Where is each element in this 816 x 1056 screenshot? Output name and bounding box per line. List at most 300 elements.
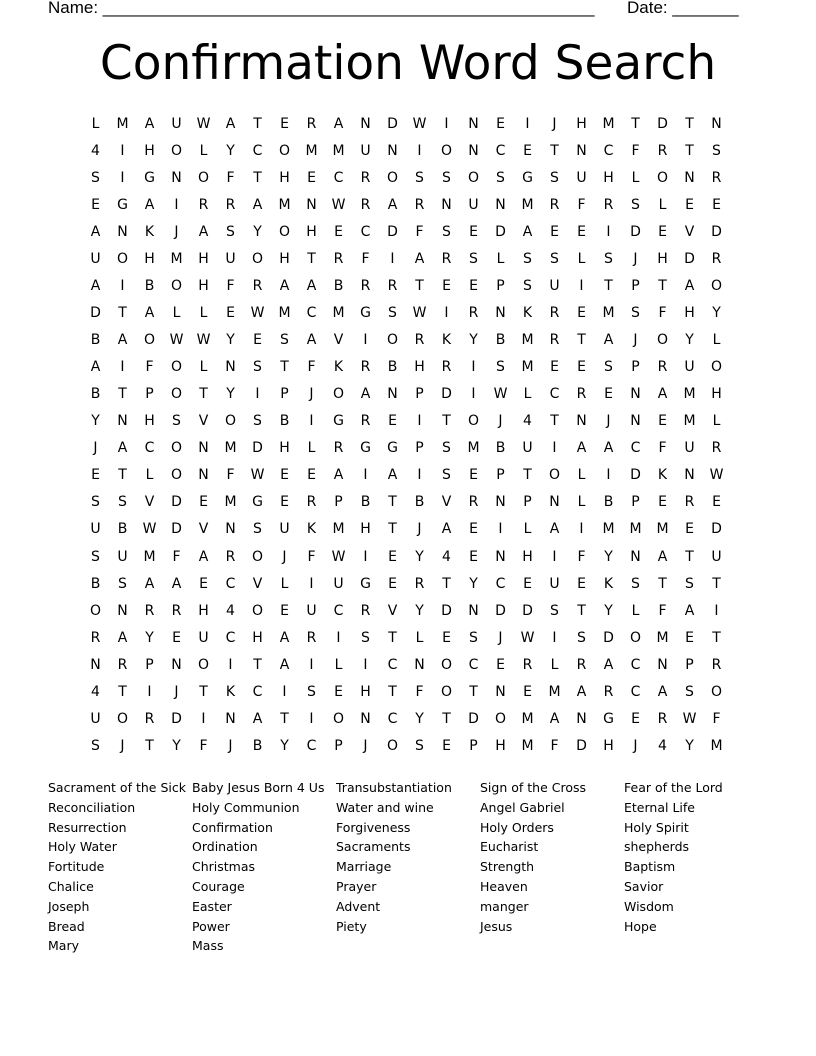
grid-letter: A bbox=[333, 467, 344, 484]
word-item: Confirmation bbox=[192, 819, 273, 835]
grid-letter: A bbox=[387, 197, 398, 214]
grid-letter: E bbox=[334, 224, 343, 241]
grid-letter: B bbox=[90, 332, 101, 349]
grid-letter: E bbox=[280, 116, 289, 132]
grid-letter: 4 bbox=[523, 413, 532, 430]
grid-letter: B bbox=[360, 494, 371, 511]
grid-row bbox=[82, 408, 732, 435]
grid-letter: P bbox=[469, 737, 478, 754]
grid-letter: E bbox=[604, 386, 613, 403]
grid-letter: U bbox=[279, 521, 290, 538]
grid-letter: T bbox=[712, 629, 721, 646]
grid-letter: N bbox=[198, 467, 209, 484]
word-column bbox=[48, 778, 192, 956]
grid-letter: S bbox=[91, 737, 100, 754]
grid-letter: R bbox=[225, 548, 236, 565]
grid-letter: D bbox=[495, 602, 506, 619]
word-item: Mary bbox=[48, 938, 79, 954]
grid-letter: L bbox=[199, 305, 208, 322]
grid-letter: S bbox=[388, 305, 397, 322]
grid-letter: S bbox=[631, 197, 640, 214]
grid-letter: C bbox=[387, 656, 398, 673]
grid-letter: B bbox=[90, 386, 101, 403]
grid-letter: S bbox=[712, 143, 721, 160]
grid-letter: M bbox=[521, 197, 534, 214]
grid-letter: L bbox=[577, 494, 586, 511]
grid-letter: R bbox=[711, 440, 722, 457]
grid-letter: E bbox=[253, 332, 262, 349]
grid-letter: Y bbox=[172, 737, 181, 754]
grid-letter: E bbox=[712, 197, 721, 214]
grid-letter: O bbox=[170, 143, 183, 160]
grid-letter: I bbox=[228, 656, 233, 673]
grid-letter: N bbox=[549, 494, 560, 511]
grid-letter: N bbox=[387, 143, 398, 160]
grid-letter: A bbox=[549, 521, 560, 538]
grid-letter: J bbox=[228, 737, 233, 754]
grid-letter: S bbox=[685, 575, 694, 592]
grid-letter: A bbox=[684, 278, 695, 295]
grid-letter: J bbox=[498, 413, 503, 430]
grid-letter: O bbox=[386, 170, 399, 187]
grid-letter: J bbox=[606, 413, 611, 430]
grid-letter: G bbox=[603, 710, 614, 727]
grid-letter: J bbox=[633, 251, 638, 268]
grid-letter: C bbox=[468, 656, 479, 673]
grid-letter: R bbox=[360, 278, 371, 295]
word-item: Marriage bbox=[336, 859, 392, 875]
grid-letter: C bbox=[333, 170, 344, 187]
grid-letter: K bbox=[306, 521, 317, 538]
word-item: Angel Gabriel bbox=[480, 799, 565, 815]
word-item: Reconciliation bbox=[48, 799, 136, 815]
grid-letter: O bbox=[467, 413, 480, 430]
grid-letter: E bbox=[442, 278, 451, 295]
grid-letter: V bbox=[387, 602, 398, 619]
grid-letter: E bbox=[550, 224, 559, 241]
grid-letter: W bbox=[682, 710, 697, 727]
grid-letter: Y bbox=[604, 548, 613, 565]
grid-letter: A bbox=[576, 683, 587, 700]
grid-letter: 4 bbox=[658, 737, 667, 754]
grid-letter: B bbox=[387, 359, 398, 376]
word-item: Power bbox=[192, 918, 230, 934]
grid-letter: E bbox=[469, 467, 478, 484]
grid-letter: M bbox=[278, 305, 291, 322]
grid-letter: T bbox=[523, 467, 532, 484]
grid-letter: T bbox=[118, 305, 127, 322]
grid-letter: M bbox=[116, 116, 129, 132]
grid-row bbox=[82, 327, 732, 354]
grid-letter: A bbox=[360, 386, 371, 403]
grid-letter: N bbox=[117, 224, 128, 241]
grid-letter: B bbox=[144, 278, 155, 295]
grid-letter: T bbox=[388, 494, 397, 511]
header-line bbox=[48, 0, 748, 20]
grid-letter: E bbox=[658, 224, 667, 241]
grid-letter: J bbox=[309, 386, 314, 403]
grid-letter: I bbox=[714, 602, 719, 619]
grid-letter: T bbox=[388, 683, 397, 700]
grid-letter: R bbox=[90, 629, 101, 646]
grid-letter: P bbox=[280, 386, 289, 403]
word-item: Joseph bbox=[48, 898, 90, 914]
grid-letter: A bbox=[414, 251, 425, 268]
word-item: Courage bbox=[192, 878, 245, 894]
grid-letter: T bbox=[685, 143, 694, 160]
grid-letter: S bbox=[253, 521, 262, 538]
grid-letter: L bbox=[307, 440, 316, 457]
grid-letter: F bbox=[145, 359, 154, 376]
word-item: Ordination bbox=[192, 839, 258, 855]
grid-letter: T bbox=[118, 467, 127, 484]
grid-letter: O bbox=[494, 710, 507, 727]
grid-letter: T bbox=[577, 602, 586, 619]
grid-letter: S bbox=[280, 332, 289, 349]
grid-letter: C bbox=[495, 575, 506, 592]
grid-letter: R bbox=[684, 494, 695, 511]
grid-letter: T bbox=[442, 710, 451, 727]
grid-letter: R bbox=[549, 197, 560, 214]
grid-letter: B bbox=[90, 575, 101, 592]
grid-letter: E bbox=[172, 629, 181, 646]
grid-row bbox=[82, 571, 732, 598]
grid-letter: O bbox=[89, 602, 102, 619]
grid-letter: N bbox=[684, 467, 695, 484]
grid-letter: H bbox=[198, 602, 209, 619]
grid-letter: U bbox=[549, 278, 560, 295]
grid-letter: S bbox=[118, 494, 127, 511]
grid-letter: Y bbox=[415, 602, 424, 619]
grid-letter: Y bbox=[685, 332, 694, 349]
grid-letter: N bbox=[576, 710, 587, 727]
grid-letter: V bbox=[198, 413, 209, 430]
grid-row bbox=[82, 165, 732, 192]
grid-letter: C bbox=[549, 386, 560, 403]
grid-letter: N bbox=[387, 386, 398, 403]
grid-letter: D bbox=[171, 494, 182, 511]
grid-letter: R bbox=[414, 197, 425, 214]
grid-letter: R bbox=[360, 602, 371, 619]
grid-letter: U bbox=[90, 710, 101, 727]
grid-letter: E bbox=[685, 521, 694, 538]
grid-letter: M bbox=[332, 143, 345, 160]
grid-letter: Y bbox=[145, 629, 154, 646]
grid-letter: C bbox=[495, 143, 506, 160]
grid-letter: G bbox=[252, 494, 263, 511]
grid-letter: A bbox=[576, 440, 587, 457]
grid-letter: S bbox=[604, 359, 613, 376]
grid-letter: T bbox=[577, 332, 586, 349]
grid-letter: W bbox=[196, 332, 211, 349]
date-field-label: Date: _______ bbox=[627, 0, 739, 17]
grid-letter: P bbox=[145, 656, 154, 673]
grid-letter: O bbox=[116, 710, 129, 727]
grid-letter: F bbox=[307, 359, 316, 376]
grid-letter: E bbox=[469, 224, 478, 241]
grid-letter: U bbox=[360, 143, 371, 160]
grid-letter: E bbox=[577, 575, 586, 592]
grid-letter: N bbox=[306, 197, 317, 214]
grid-letter: F bbox=[550, 737, 559, 754]
grid-letter: M bbox=[683, 413, 696, 430]
grid-letter: I bbox=[579, 278, 584, 295]
grid-letter: S bbox=[496, 170, 505, 187]
grid-letter: K bbox=[333, 359, 344, 376]
grid-letter: T bbox=[145, 737, 154, 754]
grid-letter: R bbox=[306, 116, 317, 132]
grid-letter: R bbox=[576, 656, 587, 673]
grid-letter: E bbox=[469, 521, 478, 538]
grid-letter: S bbox=[91, 494, 100, 511]
grid-letter: A bbox=[117, 332, 128, 349]
word-item: shepherds bbox=[624, 839, 690, 855]
grid-letter: S bbox=[91, 170, 100, 187]
grid-letter: O bbox=[629, 629, 642, 646]
grid-letter: R bbox=[414, 332, 425, 349]
grid-letter: I bbox=[282, 683, 287, 700]
grid-letter: G bbox=[144, 170, 155, 187]
grid-letter: H bbox=[603, 170, 614, 187]
grid-letter: A bbox=[90, 359, 101, 376]
grid-letter: Y bbox=[280, 737, 289, 754]
grid-letter: I bbox=[363, 656, 368, 673]
grid-letter: G bbox=[333, 413, 344, 430]
grid-letter: P bbox=[685, 656, 694, 673]
grid-letter: E bbox=[631, 710, 640, 727]
grid-letter: Y bbox=[415, 548, 424, 565]
word-item: Jesus bbox=[480, 918, 513, 934]
grid-letter: M bbox=[278, 197, 291, 214]
grid-letter: N bbox=[171, 656, 182, 673]
grid-letter: A bbox=[90, 278, 101, 295]
word-item: Prayer bbox=[336, 878, 377, 894]
grid-letter: S bbox=[442, 170, 451, 187]
grid-letter: E bbox=[577, 305, 586, 322]
grid-letter: M bbox=[602, 305, 615, 322]
grid-letter: O bbox=[710, 278, 723, 295]
grid-letter: D bbox=[90, 305, 101, 322]
grid-letter: M bbox=[656, 629, 669, 646]
grid-letter: M bbox=[305, 143, 318, 160]
grid-letter: T bbox=[550, 143, 559, 160]
grid-letter: O bbox=[251, 251, 264, 268]
grid-letter: S bbox=[172, 413, 181, 430]
grid-letter: O bbox=[224, 413, 237, 430]
grid-letter: S bbox=[442, 224, 451, 241]
grid-row bbox=[82, 516, 732, 543]
grid-letter: W bbox=[169, 332, 184, 349]
grid-letter: D bbox=[711, 224, 722, 241]
grid-letter: L bbox=[523, 386, 532, 403]
grid-letter: A bbox=[144, 305, 155, 322]
grid-letter: R bbox=[360, 170, 371, 187]
grid-letter: D bbox=[441, 386, 452, 403]
grid-letter: A bbox=[252, 197, 263, 214]
grid-letter: E bbox=[685, 629, 694, 646]
grid-letter: B bbox=[495, 332, 506, 349]
grid-letter: D bbox=[387, 116, 398, 132]
grid-letter: N bbox=[495, 305, 506, 322]
word-item: Holy Water bbox=[48, 839, 117, 855]
grid-letter: U bbox=[684, 359, 695, 376]
grid-letter: Y bbox=[91, 413, 100, 430]
grid-letter: O bbox=[332, 386, 345, 403]
page-title: Confirmation Word Search bbox=[99, 36, 717, 91]
grid-letter: H bbox=[603, 737, 614, 754]
grid-letter: N bbox=[630, 413, 641, 430]
grid-letter: O bbox=[170, 467, 183, 484]
grid-letter: U bbox=[306, 602, 317, 619]
grid-letter: L bbox=[91, 116, 100, 132]
grid-letter: V bbox=[198, 521, 209, 538]
grid-letter: T bbox=[307, 251, 316, 268]
grid-letter: A bbox=[387, 467, 398, 484]
grid-letter: A bbox=[198, 548, 209, 565]
grid-letter: J bbox=[498, 629, 503, 646]
grid-letter: I bbox=[552, 440, 557, 457]
grid-letter: J bbox=[633, 737, 638, 754]
grid-letter: E bbox=[388, 575, 397, 592]
grid-letter: T bbox=[658, 278, 667, 295]
word-item: Sacraments bbox=[336, 839, 411, 855]
grid-letter: M bbox=[224, 440, 237, 457]
grid-letter: J bbox=[552, 116, 557, 132]
grid-letter: A bbox=[279, 629, 290, 646]
grid-letter: E bbox=[388, 413, 397, 430]
grid-letter: I bbox=[606, 224, 611, 241]
grid-letter: I bbox=[363, 332, 368, 349]
grid-letter: N bbox=[576, 413, 587, 430]
grid-letter: N bbox=[171, 170, 182, 187]
grid-letter: F bbox=[577, 197, 586, 214]
word-item: Water and wine bbox=[336, 799, 434, 815]
grid-letter: N bbox=[468, 116, 479, 132]
grid-letter: R bbox=[225, 197, 236, 214]
grid-letter: C bbox=[225, 575, 236, 592]
grid-letter: R bbox=[144, 602, 155, 619]
grid-letter: W bbox=[142, 521, 157, 538]
grid-letter: R bbox=[441, 251, 452, 268]
word-item: Mass bbox=[192, 938, 224, 954]
grid-letter: S bbox=[550, 170, 559, 187]
grid-letter: K bbox=[657, 467, 668, 484]
grid-letter: A bbox=[171, 575, 182, 592]
grid-letter: O bbox=[170, 440, 183, 457]
grid-letter: M bbox=[521, 710, 534, 727]
word-item: Holy Spirit bbox=[624, 819, 689, 835]
grid-letter: U bbox=[333, 575, 344, 592]
word-item: Eucharist bbox=[480, 839, 539, 855]
grid-letter: H bbox=[306, 224, 317, 241]
grid-letter: I bbox=[525, 116, 530, 132]
grid-letter: T bbox=[712, 575, 721, 592]
grid-letter: N bbox=[360, 116, 371, 132]
grid-letter: G bbox=[360, 440, 371, 457]
grid-letter: T bbox=[550, 413, 559, 430]
grid-letter: R bbox=[144, 710, 155, 727]
grid-letter: O bbox=[170, 386, 183, 403]
grid-letter: F bbox=[361, 251, 370, 268]
grid-letter: T bbox=[415, 278, 424, 295]
grid-letter: L bbox=[496, 251, 505, 268]
grid-letter: O bbox=[386, 737, 399, 754]
grid-letter: N bbox=[468, 143, 479, 160]
word-item: manger bbox=[480, 898, 529, 914]
grid-letter: L bbox=[577, 251, 586, 268]
grid-letter: L bbox=[523, 521, 532, 538]
grid-letter: V bbox=[441, 494, 452, 511]
grid-letter: N bbox=[657, 656, 668, 673]
grid-letter: I bbox=[309, 710, 314, 727]
word-item: Chalice bbox=[48, 878, 94, 894]
grid-letter: P bbox=[415, 440, 424, 457]
grid-row bbox=[82, 652, 732, 679]
grid-letter: I bbox=[255, 386, 260, 403]
grid-row bbox=[82, 733, 732, 760]
grid-letter: F bbox=[226, 170, 235, 187]
grid-letter: S bbox=[91, 548, 100, 565]
grid-letter: Y bbox=[469, 332, 478, 349]
grid-letter: 4 bbox=[91, 143, 100, 160]
grid-letter: W bbox=[250, 467, 265, 484]
grid-letter: T bbox=[469, 683, 478, 700]
grid-letter: S bbox=[226, 224, 235, 241]
grid-letter: O bbox=[710, 359, 723, 376]
grid-letter: N bbox=[576, 143, 587, 160]
grid-letter: B bbox=[333, 278, 344, 295]
grid-letter: I bbox=[309, 575, 314, 592]
word-column bbox=[336, 778, 480, 936]
grid-letter: C bbox=[360, 224, 371, 241]
grid-letter: B bbox=[279, 413, 290, 430]
grid-letter: F bbox=[577, 548, 586, 565]
grid-letter: H bbox=[495, 737, 506, 754]
word-item: Christmas bbox=[192, 859, 256, 875]
word-item: Transubstantiation bbox=[336, 780, 452, 795]
grid-letter: I bbox=[417, 413, 422, 430]
grid-letter: L bbox=[280, 575, 289, 592]
grid-letter: P bbox=[496, 278, 505, 295]
grid-letter: S bbox=[685, 683, 694, 700]
grid-letter: R bbox=[711, 170, 722, 187]
grid-letter: L bbox=[199, 143, 208, 160]
grid-letter: T bbox=[388, 629, 397, 646]
grid-letter: L bbox=[172, 305, 181, 322]
grid-letter: N bbox=[117, 602, 128, 619]
grid-letter: T bbox=[118, 683, 127, 700]
grid-letter: I bbox=[336, 629, 341, 646]
grid-letter: M bbox=[683, 386, 696, 403]
grid-letter: O bbox=[440, 143, 453, 160]
grid-letter: T bbox=[199, 386, 208, 403]
grid-letter: I bbox=[174, 197, 179, 214]
grid-letter: U bbox=[549, 575, 560, 592]
grid-letter: J bbox=[120, 737, 125, 754]
grid-letter: A bbox=[657, 548, 668, 565]
grid-letter: W bbox=[412, 116, 427, 132]
grid-letter: O bbox=[251, 602, 264, 619]
grid-row bbox=[82, 219, 732, 246]
grid-letter: T bbox=[253, 656, 262, 673]
grid-letter: M bbox=[224, 494, 237, 511]
grid-letter: I bbox=[552, 629, 557, 646]
grid-letter: F bbox=[307, 548, 316, 565]
grid-letter: A bbox=[657, 386, 668, 403]
grid-letter: D bbox=[171, 710, 182, 727]
grid-letter: D bbox=[468, 710, 479, 727]
grid-letter: 4 bbox=[442, 548, 451, 565]
